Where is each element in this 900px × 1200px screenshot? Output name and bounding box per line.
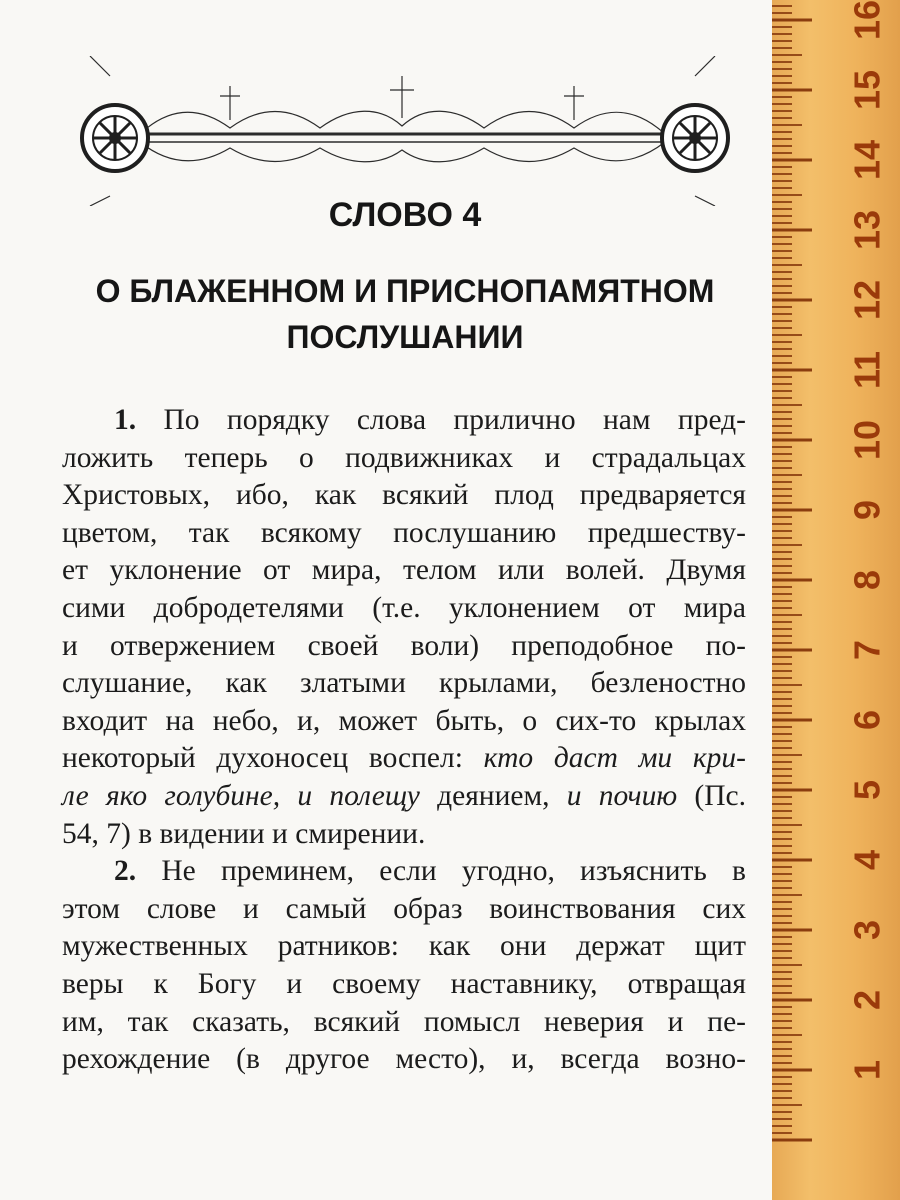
paragraph-2-line: веры к Богу и своему наставнику, отвращая	[62, 967, 746, 1000]
paragraph-1-line: сими добродетелями (т.е. уклонением от мира	[62, 591, 746, 624]
chapter-title-line-2: ПОСЛУШАНИИ	[286, 319, 524, 355]
ruler-label: 3	[846, 919, 888, 941]
paragraph-2-line: этом слове и самый образ воинствования сих	[62, 892, 746, 925]
paragraph-1-line: цветом, так всякому послушанию предшеству-	[62, 516, 746, 549]
paragraph-1-line: и отвержением своей воли) преподобное по-	[62, 629, 746, 662]
ruler-label: 16	[846, 0, 888, 41]
ornamental-header	[30, 56, 775, 206]
chapter-label: СЛОВО 4	[328, 196, 482, 234]
ruler-label: 5	[846, 779, 888, 801]
ruler-label: 10	[846, 419, 888, 461]
paragraph-number: 1.	[114, 404, 137, 436]
ruler-label: 6	[846, 709, 888, 731]
chapter-title-line-1: О БЛАЖЕННОМ И ПРИСНОПАМЯТНОМ	[95, 273, 715, 309]
paragraph-1-line: ет уклонение от мира, телом или волей. Двумя	[62, 554, 746, 587]
measuring-ruler	[772, 0, 900, 1200]
chapter-title	[60, 268, 750, 360]
left-rosette-icon	[82, 105, 148, 171]
paragraph-1-line: Христовых, ибо, как всякий плод предваряется	[62, 479, 746, 512]
body-text	[62, 402, 746, 1079]
ruler-label: 8	[846, 569, 888, 591]
paragraph-1-line: некоторый духоносец воспел: кто даст ми кри-	[62, 742, 747, 775]
ruler-label: 4	[846, 849, 888, 871]
ruler-label: 1	[846, 1059, 888, 1081]
scripture-quote: кто даст ми кри-	[483, 742, 747, 775]
ruler-scale	[772, 0, 900, 1200]
paragraph-1-line: ложить теперь о подвижниках и страдальцах	[62, 441, 746, 474]
right-rosette-icon	[662, 105, 728, 171]
ruler-label: 12	[846, 279, 888, 321]
paragraph-1-line: входит на небо, и, может быть, о сих-то крылах	[62, 704, 746, 737]
paragraph-1-line: слушание, как златыми крылами, безленостно	[62, 667, 746, 700]
paragraph-2-line: им, так сказать, всякий помысл неверия и пе-	[62, 1005, 746, 1038]
paragraph-1-line: ле яко голубине, и полещу деянием, и почию (Пс.	[62, 779, 746, 812]
ruler-label: 9	[846, 499, 888, 521]
paragraph-number: 2.	[114, 855, 137, 888]
ruler-label: 15	[846, 69, 888, 111]
paragraph-2-line: мужественных ратников: как они держат щит	[62, 930, 746, 963]
paragraph-1-line: 54, 7) в видении и смирении.	[62, 817, 426, 850]
ruler-label: 13	[846, 209, 888, 251]
scripture-quote: и почию	[566, 779, 678, 812]
ruler-label: 11	[846, 350, 888, 390]
ruler-label: 14	[846, 139, 888, 181]
scripture-quote: ле яко голубине, и полещу	[62, 779, 420, 812]
paragraph-1-line: 1. По порядку слова прилично нам пред-	[114, 404, 746, 436]
paragraph-2-line: 2. Не преминем, если угодно, изъяснить в	[114, 855, 746, 888]
paragraph-2-line: рехождение (в другое место), и, всегда возно-	[62, 1043, 746, 1076]
ruler-label: 2	[846, 989, 888, 1011]
ruler-label: 7	[846, 639, 888, 661]
